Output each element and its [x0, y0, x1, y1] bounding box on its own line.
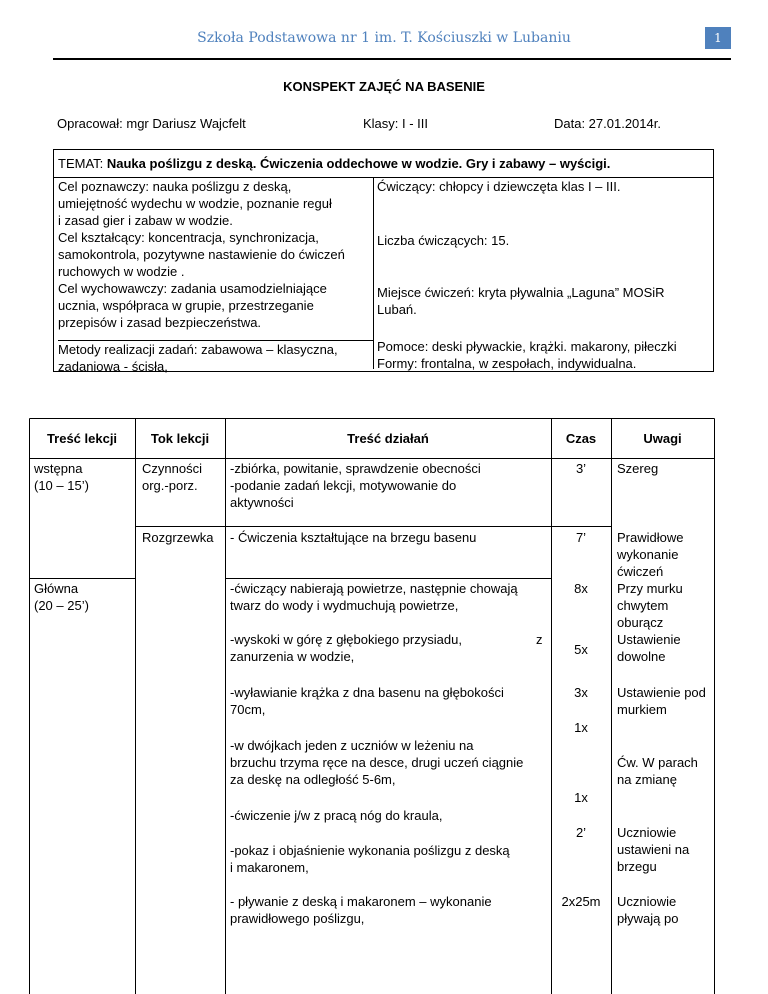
action-warmup: - Ćwiczenia kształtujące na brzegu basenu [230, 530, 477, 545]
action-line: - pływanie z deską i makaronem – wykonanie [230, 894, 492, 909]
goal-line: i zasad gier i zabaw w wodzie. [58, 213, 233, 228]
action-jumps [230, 631, 550, 665]
note-line: na zmianę [617, 772, 677, 787]
note-warmup [617, 529, 712, 580]
action-line: -ćwiczący nabierają powietrze, następnie chowają [230, 581, 518, 596]
action-line: zanurzenia w wodzie, [230, 649, 355, 664]
part-main [34, 580, 134, 614]
lesson-table [29, 418, 715, 994]
action-line [230, 631, 550, 648]
time-value: 1x [574, 720, 588, 735]
actions-intro [230, 460, 550, 511]
step-line: org.-porz. [142, 478, 198, 493]
note-line: Uczniowie [617, 825, 677, 840]
note-intro: Szereg [617, 461, 659, 476]
topic-text: Nauka poślizgu z deską. Ćwiczenia oddechowe w wodzie. Gry i zabawy – wyścigi. [106, 156, 611, 171]
note-line: ćwiczeń [617, 564, 664, 579]
part-intro-name: wstępna [34, 461, 83, 476]
action-line-text: -wyskoki w górę z głębokiego przysiadu, [230, 632, 462, 647]
header-activities: Treść działań [347, 431, 429, 446]
goal-line: Cel wychowawczy: zadania usamodzielniające [58, 281, 327, 296]
note-line: Przy murku [617, 581, 683, 596]
page-number: 1 [705, 27, 731, 49]
goal-line: ruchowych w wodzie . [58, 264, 185, 279]
action-line: -w dwójkach jeden z uczniów w leżeniu na [230, 738, 474, 753]
note-line: wykonanie [617, 547, 679, 562]
aids: Pomoce: deski pływackie, krążki. makarony, piłeczki [377, 339, 677, 354]
header-time: Czas [565, 431, 597, 446]
note-line: pływają po [617, 911, 679, 926]
author: Opracował: mgr Dariusz Wajcfelt [57, 116, 246, 131]
note-line: oburącz [617, 615, 664, 630]
goal-line: umiejętność wydechu w wodzie, poznanie reguł [58, 196, 332, 211]
running-header: Szkoła Podstawowa nr 1 im. T. Kościuszki w Lubaniu [197, 30, 571, 46]
note-line: ustawieni na [617, 842, 690, 857]
note-line: Ćw. W parach [617, 755, 698, 770]
note-line: dowolne [617, 649, 666, 664]
participants: Ćwiczący: chłopcy i dziewczęta klas I – III. [377, 179, 621, 194]
action-line: -zbiórka, powitanie, sprawdzenie obecności [230, 461, 481, 476]
time-intro: 3’ [575, 461, 587, 476]
note-line: Prawidłowe [617, 530, 684, 545]
step-warmup: Rozgrzewka [142, 530, 214, 545]
action-line: aktywności [230, 495, 294, 510]
place [377, 284, 713, 318]
action-breathing [230, 580, 550, 614]
forms: Formy: frontalna, w zespołach, indywidualna. [377, 356, 637, 371]
header-lesson-content: Treść lekcji [46, 431, 118, 446]
header-notes: Uwagi [643, 431, 682, 446]
topic-box [53, 149, 714, 178]
lesson-info [53, 177, 714, 372]
place-line: Miejsce ćwiczeń: kryta pływalnia „Laguna” MOSiR [377, 285, 665, 300]
note [617, 754, 712, 788]
note-line: chwytem [617, 598, 669, 613]
topic-label: TEMAT: [58, 156, 107, 171]
action-line: twarz do wody i wydmuchują powietrze, [230, 598, 459, 613]
action-glide [230, 893, 550, 927]
note-line: murkiem [617, 702, 667, 717]
action-crawl-legs: -ćwiczenie j/w z pracą nóg do kraula, [230, 808, 443, 823]
action-line: prawidłowego poślizgu, [230, 911, 365, 926]
note [617, 824, 712, 875]
header-lesson-flow: Tok lekcji [150, 431, 210, 446]
action-ring-diving [230, 684, 550, 718]
action-line: 70cm, [230, 702, 266, 717]
note [617, 580, 712, 631]
time-warmup: 7’ [575, 530, 587, 545]
action-line: -podanie zadań lekcji, motywowanie do [230, 478, 457, 493]
step-line: Czynności [142, 461, 202, 476]
part-intro-duration: (10 – 15’) [34, 478, 89, 493]
info-divider [373, 177, 374, 369]
action-line: za deskę na odległość 5-6m, [230, 772, 396, 787]
action-pairs [230, 737, 550, 788]
header-rule [53, 58, 731, 60]
methods-line: zadaniowa - ścisła, [58, 359, 168, 374]
action-line: -pokaz i objaśnienie wykonania poślizgu z deską [230, 843, 510, 858]
methods [58, 340, 373, 375]
date: Data: 27.01.2014r. [554, 116, 661, 131]
time-value: 1x [574, 790, 588, 805]
part-main-name: Główna [34, 581, 79, 596]
action-line: -wyławianie krążka z dna basenu na głębokości [230, 685, 504, 700]
action-line: brzuchu trzyma ręce na desce, drugi uczeń ciągnie [230, 755, 524, 770]
methods-line: Metody realizacji zadań: zabawowa – klasyczna, [58, 342, 338, 357]
goal-line: samokontrola, pozytywne nastawienie do ćwiczeń [58, 247, 345, 262]
note-line: Ustawienie [617, 632, 681, 647]
goal-line: przepisów i zasad bezpieczeństwa. [58, 315, 262, 330]
action-line: i makaronem, [230, 860, 309, 875]
part-intro [34, 460, 134, 494]
note-line: Ustawienie pod [617, 685, 706, 700]
time-value: 2x25m [561, 894, 601, 909]
goal-line: Cel poznawczy: nauka poślizgu z deską, [58, 179, 292, 194]
note-line: brzegu [617, 859, 657, 874]
step-organizational [142, 460, 227, 494]
action-demo [230, 842, 550, 876]
time-value: 8x [574, 581, 588, 596]
goals [58, 178, 370, 331]
document-title: KONSPEKT ZAJĘĆ NA BASENIE [283, 79, 485, 94]
note [617, 684, 712, 718]
time-value: 3x [574, 685, 588, 700]
note-line: Uczniowie [617, 894, 677, 909]
time-value: 5x [574, 642, 588, 657]
goal-line: Cel kształcący: koncentracja, synchronizacja, [58, 230, 319, 245]
part-main-duration: (20 – 25’) [34, 598, 89, 613]
note [617, 893, 712, 927]
participant-count: Liczba ćwiczących: 15. [377, 233, 510, 248]
note [617, 631, 712, 665]
action-line-tail: z [536, 632, 543, 647]
time-value: 2’ [575, 825, 587, 840]
place-line: Lubań. [377, 302, 417, 317]
classes: Klasy: I - III [363, 116, 429, 131]
goal-line: ucznia, współpraca w grupie, przestrzeganie [58, 298, 314, 313]
